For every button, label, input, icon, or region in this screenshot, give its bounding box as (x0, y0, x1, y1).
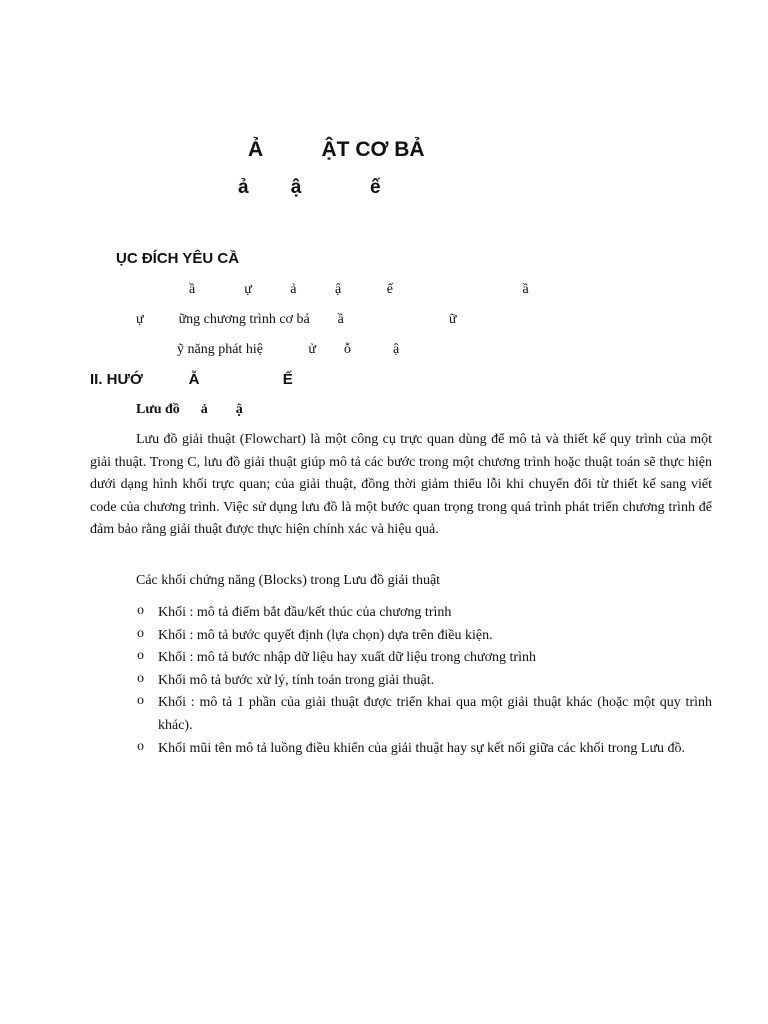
document-subtitle: ả ậ ế (238, 177, 381, 198)
document-title: Ả ẬT CƠ BẢ (248, 138, 425, 161)
list-item-text: Khối : mô tả bước nhập dữ liệu hay xuất dữ liệu trong chương trình (158, 650, 536, 665)
section1-line-1: ầ ự ả ậ ế ầ (189, 282, 529, 297)
bullet-marker: o (137, 671, 144, 686)
flowchart-paragraph: Lưu đồ giải thuật (Flowchart) là một công cụ trực quan dùng để mô tả và thiết kế quy trình của một giải thuật. Trong C, lưu đồ giải thuật giúp mô tả các bước trong một chương trình hoặc thuật toán sẽ thực hiện dưới dạng hình khối trực quan; của giải thuật, đồng thời giảm thiểu lỗi khi chuyển đổi từ thiết kế sang viết code của chương trình. Việc sử dụng lưu đồ là một bước quan trọng trong quá trình phát triển chương trình để đảm bảo rằng giải thuật được thực hiện chính xác và hiệu quả. (90, 432, 712, 538)
section1-line-2: ự ững chương trình cơ bả ầ ữ (136, 312, 457, 327)
bullet-marker: o (137, 626, 144, 641)
section2-subheading: Lưu đồ ả ậ (136, 402, 243, 417)
list-item-text: Khối mũi tên mô tả luồng điều khiển của giải thuật hay sự kết nối giữa các khối trong Lưu đồ. (158, 741, 686, 756)
bullet-marker: o (137, 603, 144, 618)
list-item-text: Khối mô tả bước xử lý, tính toán trong giải thuật. (158, 673, 435, 688)
list-item-text: Khối : mô tả 1 phần của giải thuật được triển khai qua một giải thuật khác (hoặc một quy trình khác). (158, 695, 712, 733)
bullet-marker: o (137, 739, 144, 754)
bullet-marker: o (137, 693, 144, 708)
bullet-marker: o (137, 648, 144, 663)
list-item-text: Khối : mô tả điểm bắt đầu/kết thúc của chương trình (158, 605, 452, 620)
list-item-text: Khối : mô tả bước quyết định (lựa chọn) dựa trên điều kiện. (158, 628, 493, 643)
section1-line-3: ỹ năng phát hiệ ử ỗ ậ (177, 342, 400, 357)
section-heading-2: II. HƯỚ Ẵ Ế (90, 371, 293, 388)
section-heading-1: ỤC ĐÍCH YÊU CẦ (116, 250, 240, 267)
blocks-intro: Các khối chứng năng (Blocks) trong Lưu đồ giải thuật (136, 573, 441, 588)
